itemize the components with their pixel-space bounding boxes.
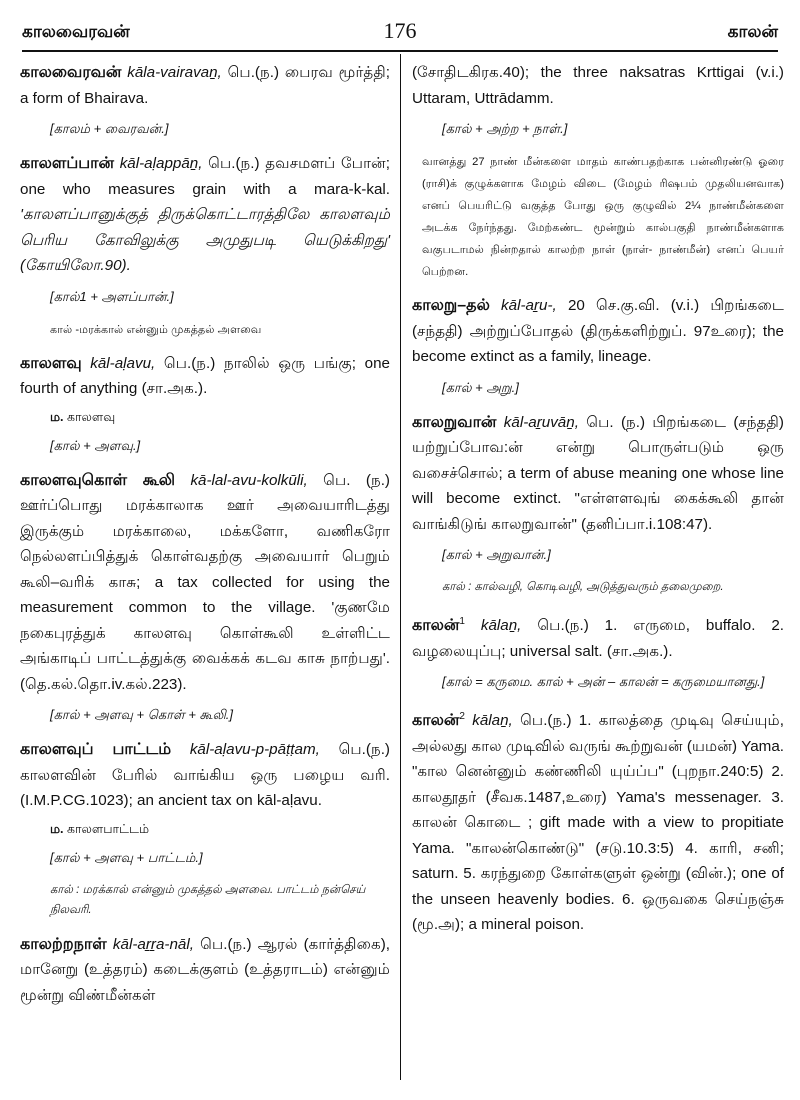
entry-headword: காலளவுகொள் கூலி — [20, 471, 176, 489]
entry-definition: பெ. (ந.) பிறங்கடை (சந்ததி) யற்றுப்போவ:ன் என்று பொருள்படும் ஒரு வசைச்சொல்; a term of abuse meaning one whose line will become extinct. — [412, 413, 784, 507]
entry-headword: காலளவுப் பாட்டம் — [20, 741, 172, 758]
entry-headword: காலன் — [412, 712, 460, 730]
entry-etymology: [கால் + அற்ற + நாள்.] — [442, 121, 568, 136]
right-column — [412, 60, 784, 946]
dictionary-entry — [412, 410, 784, 598]
entry-headword: காலறுவான் — [412, 413, 497, 431]
entry-headword: காலளவு — [20, 354, 82, 372]
entry-transliteration: kāl-aḷappāṉ, — [119, 155, 203, 172]
entry-definition: பெ. (ந.) ஊர்ப்பொது மரக்காலாக ஊர் அவையாரிடத்து இருக்கும் மரக்காலை, மக்களோ, வணிகரோ நெல்லளப்பித்துக் கொள்வதற்கு அவையார் பெறும் கூலி–வரிக் காசு; a tax collected for using the measurement common to the village. — [20, 471, 390, 616]
homonym-number: 1 — [459, 616, 465, 627]
left-column — [20, 60, 390, 1016]
entry-note: கால் : கால்வழி, கொடிவழி, அடுத்துவரும் தலைமுறை. — [442, 581, 724, 593]
page-number: 176 — [383, 18, 417, 43]
entry-etymology: [கால் + அறு.] — [442, 379, 519, 395]
entry-transliteration: kāl-aḷavu-p-pāṭṭam, — [189, 741, 320, 758]
entry-transliteration: kālaṉ, — [480, 617, 522, 635]
malayalam-cognate — [50, 822, 390, 838]
dictionary-entry — [20, 151, 390, 341]
column-divider — [400, 54, 401, 1080]
dictionary-entry — [20, 60, 390, 139]
cognate-word: காலளவு — [67, 409, 116, 424]
entry-transliteration: kāl-aḷavu, — [90, 354, 156, 372]
dictionary-entry — [412, 609, 784, 692]
entry-headword: காலன் — [412, 617, 460, 635]
entry-transliteration: kā-lal-avu-kolkūli, — [190, 471, 308, 489]
dictionary-entry-continuation — [412, 60, 784, 283]
dictionary-entry — [412, 704, 784, 938]
entry-definition: பெ.(ந.) நாலில் ஒரு பங்கு; one fourth of anything (சா.அக.). — [20, 354, 390, 397]
entry-transliteration: kāl-aṟṟa-nāl, — [112, 935, 194, 953]
entry-note: கால் : மரக்கால் என்னும் முகத்தல் அளவை. பாட்டம் நன்செய் நிலவரி. — [50, 883, 366, 916]
dictionary-entry — [20, 351, 390, 456]
entry-etymology: [கால் + அறுவான்.] — [442, 547, 551, 562]
entry-transliteration: kālaṉ, — [472, 712, 513, 730]
header-left-guide-word: காலவைரவன் — [22, 22, 130, 41]
entry-headword: காலவைரவன் — [20, 64, 122, 81]
entry-etymology: [கால் + அளவு + கொள் + கூலி.] — [50, 707, 234, 722]
entry-headword: காலறு–தல் — [412, 297, 490, 314]
entry-quotation: 'காலளப்பானுக்குத் திருக்கொட்டாரத்திலே காலளவும் பெரிய கோவிலுக்கு அமுதுபடி யெடுக்கிறது' (கோயிலோ.90). — [20, 206, 390, 274]
entry-definition: (சோதிடகிரக.40); the three naksatras Krttigai (v.i.) Uttaram, Uttrādamm. — [412, 64, 784, 107]
cognate-language-label: ம. — [50, 409, 64, 424]
dictionary-entry — [20, 468, 390, 726]
entry-headword: காலற்றநாள் — [20, 935, 107, 953]
entry-etymology: [கால் + அளவு + பாட்டம்.] — [50, 849, 203, 865]
entry-definition: பெ.(ந.) 1. காலத்தை முடிவு செய்யும், அல்லது கால முடிவில் வருங் கூற்றுவன் (யமன்) Yama. "கால னென்னும் கண்ணிலி யுய்ப்ப" (புறநா.240:5) 2. காலதூதர் (சீவக.1487,உரை) Yama's messenager. 3. காலன் கொடை ; gift made with a view to propitiate Yama. "காலன்கொண்டு" (சடு.10.3:5) 4. காரி, சனி; saturn. 5. கரந்துறை கோள்களுள் ஒன்று (வின்.); one of the unseen heavenly bodies. 6. ஒருவகை செய்நஞ்சு (மூ.அ); a mineral poison. — [412, 712, 784, 934]
entry-etymology: [கால் = கருமை. கால் + அன் – காலன் = கருமையானது.] — [442, 674, 765, 690]
page-header — [22, 16, 778, 52]
entry-quotation: 'குணமே நகைபுரத்துக் காலளவு கொள்கூலி உள்ளிட்ட அங்காடிப் பாட்டத்துக்கு வைக்கக் கடவ காசு நாற்பது'. (தெ.கல்.தொ.iv.கல்.223). — [20, 599, 390, 693]
entry-definition: 20 செ.கு.வி. (v.i.) பிறங்கடை (சந்ததி) அற்றுப்போதல் (திருக்களிற்றுப். 97உரை); the become extinct as a family, lineage. — [412, 297, 784, 365]
entry-definition: பெ.(ந.) 1. எருமை, buffalo. 2. வழலையுப்பு; universal salt. (சா.அக.). — [412, 617, 784, 660]
entry-transliteration: kāla-vairavaṉ, — [127, 64, 222, 81]
cognate-language-label: ம. — [50, 821, 64, 836]
dictionary-entry — [412, 293, 784, 398]
homonym-number: 2 — [459, 711, 465, 723]
entry-etymology: [கால்1 + அளப்பான்.] — [50, 288, 174, 304]
entry-quotation: "எள்ளளவுங் கைக்கூலி தான் வாங்கிடுங் காலறுவான்" (தனிப்பா.i.108:47). — [412, 490, 784, 533]
entry-definition: பெ.(ந.) தவசமளப் போன்; one who measures grain with a mara-k-kal. — [20, 155, 390, 198]
dictionary-entry — [20, 932, 390, 1009]
entry-definition: பெ.(ந.) பைரவ மூர்த்தி; a form of Bhairava. — [20, 64, 390, 107]
entry-etymology: [கால் + அளவு.] — [50, 437, 141, 453]
entry-note: வானத்து 27 நாண் மீன்களை மாதம் காண்பதற்காக பன்னிரண்டு ஓரை (ராசி)க் குழுக்களாக மேழம் விடை (மேழம் ரிஷபம் முதலியனவாக) எனப் பெயரிட்டு வகுத்த போது ஒரு குழுவில் 2¼ நாண்மீன்களை அடக்க நேர்ந்தது. மேற்கண்ட மூன்றும் கால்பகுதி நாண்மீன்களாக வகுபடாமல் நின்றதால் காலற்ற நாள் (நாள்- நாண்மீன்) எனப் பெயர் பெற்றன. — [422, 156, 784, 278]
malayalam-cognate — [50, 410, 390, 426]
entry-etymology: [காலம் + வைரவன்.] — [50, 121, 169, 136]
entry-definition: பெ.(ந.) காலளவின் பேரில் வாங்கிய ஒரு பழைய வரி. (I.M.P.CG.1023); an ancient tax on kāl-aḷavu. — [20, 741, 390, 809]
cognate-word: காலளபாட்டம் — [67, 821, 150, 836]
dictionary-entry — [20, 737, 390, 920]
entry-headword: காலளப்பான் — [20, 155, 114, 172]
entry-note: கால் -மரக்கால் என்னும் முகத்தல் அளவை — [50, 323, 262, 336]
entry-transliteration: kāl-aṟu-, — [501, 297, 557, 314]
entry-transliteration: kāl-aṟuvāṉ, — [503, 413, 579, 431]
header-right-guide-word: காலன் — [727, 22, 778, 41]
entry-definition: பெ.(ந.) ஆரல் (கார்த்திகை), மானேறு (உத்தரம்) கடைக்குளம் (உத்தராடம்) என்னும் மூன்று விண்மீன்கள் — [20, 935, 390, 1004]
